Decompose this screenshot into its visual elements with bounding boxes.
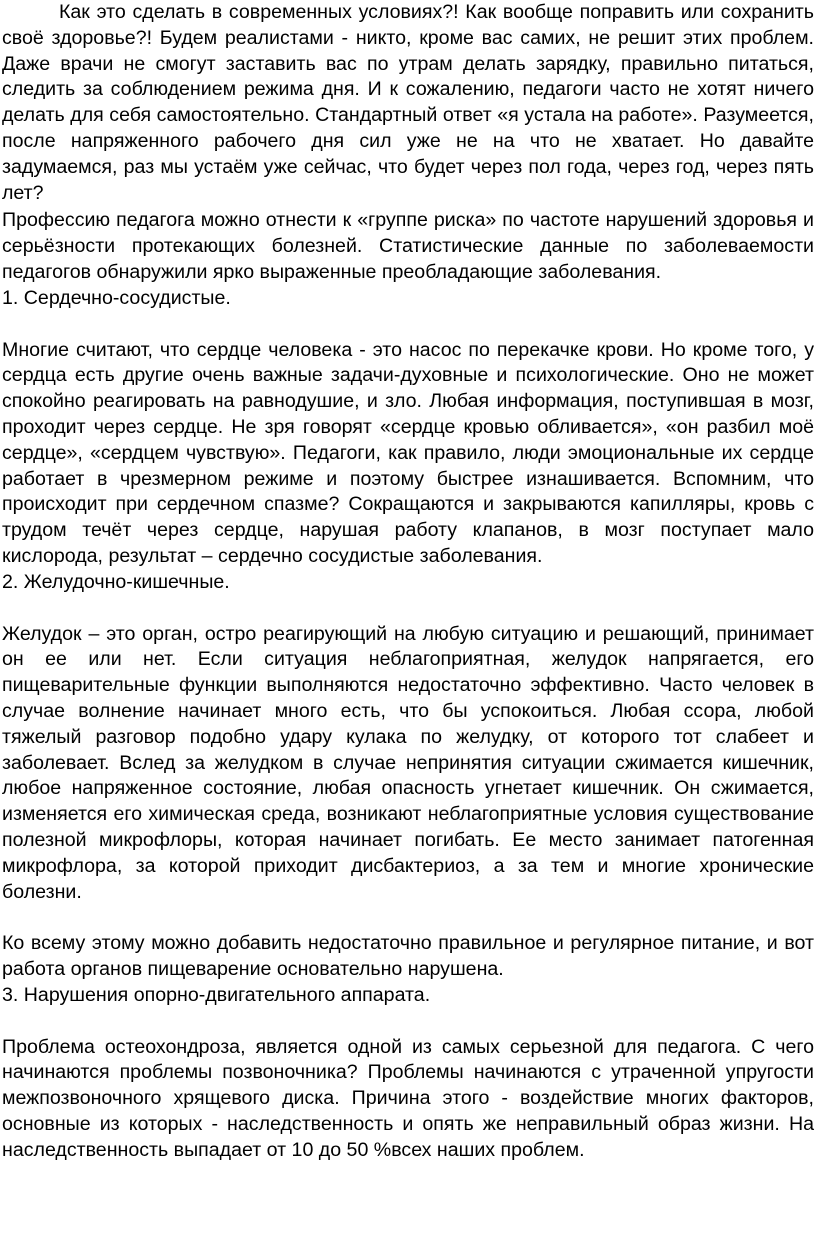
intro-paragraph: Как это сделать в современных условиях?! Как вообще поправить или сохранить своё здоровье?! Будем реалистами - никто, кроме вас самих, не решит этих проблем. Даже врачи не смогут заставить вас по утрам делать зарядку, правильно питаться, следить за соблюдением режима дня. И к сожалению, педагоги часто не хотят ничего делать для себя самостоятельно. Стандартный ответ «я устала на работе». Разумеется, после напряженного рабочего дня сил уже не на что не хватает. Но давайте задумаемся, раз мы устаём уже сейчас, что будет через пол года, через год, через пять лет? [2, 1, 814, 204]
section-heading-gastrointestinal: 2. Желудочно-кишечные. [2, 570, 230, 593]
gastrointestinal-paragraph: Желудок – это орган, остро реагирующий на любую ситуацию и решающий, принимает он ее или нет. Если ситуация неблагоприятная, желудок напрягается, его пищеварительные функции выполняются недостаточно эффективно. Часто человек в случае волнение начинает много есть, что бы успокоиться. Любая ссора, любой тяжелый разговор подобно удару кулака по желудку, от которого тот слабеет и заболевает. Вслед за желудком в случае непринятия ситуации сжимается кишечник, любое напряженное состояние, любая опасность угнетает кишечник. Он сжимается, изменяется его химическая среда, возникают неблагоприятные условия существование полезной микрофлоры, которая начинает погибать. Ее место занимает патогенная микрофлора, за которой приходит дисбактериоз, а за тем и многие хронические болезни. [2, 622, 814, 903]
cardiovascular-paragraph: Многие считают, что сердце человека - это насос по перекачке крови. Но кроме того, у сердца есть другие очень важные задачи-духовные и психологические. Оно не может спокойно реагировать на равнодушие, и зло. Любая информация, поступившая в мозг, проходит через сердце. Не зря говорят «сердце кровью обливается», «он разбил моё сердце», «сердцем чувствую». Педагоги, как правило, люди эмоциональные их сердце работает в чрезмерном режиме и поэтому быстрее изнашивается. Вспомним, что происходит при сердечном спазме? Сокращаются и закрываются капилляры, кровь с трудом течёт через сердце, нарушая работу клапанов, в мозг поступает мало кислорода, результат – сердечно сосудистые заболевания. [2, 338, 814, 567]
musculoskeletal-paragraph: Проблема остеохондроза, является одной из самых серьезной для педагога. С чего начинаются проблемы позвоночника? Проблемы начинаются с утраченной упругости межпозвоночного хрящевого диска. Причина этого - воздействие многих факторов, основные из которых - наследственность и опять же неправильный образ жизни. На наследственность выпадает от 10 до 50 %всех наших проблем. [2, 1035, 814, 1161]
document-page [2, 0, 814, 1164]
section-heading-musculoskeletal: 3. Нарушения опорно-двигательного аппарата. [2, 983, 431, 1006]
section-heading-cardiovascular: 1. Сердечно-сосудистые. [2, 286, 231, 309]
risk-group-paragraph: Профессию педагога можно отнести к «группе риска» по частоте нарушений здоровья и серьёзности протекающих болезней. Статистические данные по заболеваемости педагогов обнаружили ярко выраженные преобладающие заболевания. [2, 209, 814, 283]
nutrition-paragraph: Ко всему этому можно добавить недостаточно правильное и регулярное питание, и вот работа органов пищеварение основательно нарушена. [2, 932, 814, 981]
